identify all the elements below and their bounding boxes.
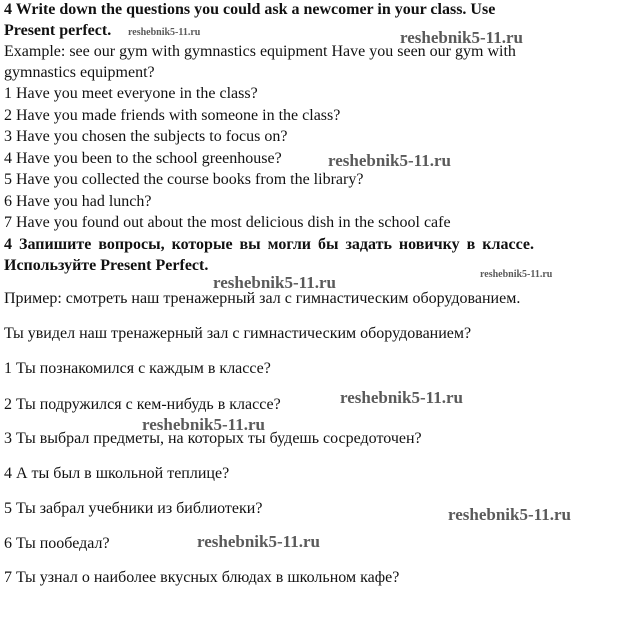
watermark: reshebnik5-11.ru [197, 532, 320, 551]
watermark: reshebnik5-11.ru [328, 151, 451, 170]
english-heading-line2: Present perfect. [4, 22, 112, 39]
watermark: reshebnik5-11.ru [340, 388, 463, 407]
watermark: reshebnik5-11.ru [128, 27, 201, 38]
russian-item-6: 6 Ты пообедал? [4, 535, 110, 552]
russian-item-5: 5 Ты забрал учебники из библиотеки? [4, 500, 263, 517]
english-item-3: 3 Have you chosen the subjects to focus on? [4, 128, 288, 145]
russian-heading-line1: 4 Запишите вопросы, которые вы могли бы задать новичку в классе. [4, 236, 534, 253]
russian-item-7: 7 Ты узнал о наиболее вкусных блюдах в школьном кафе? [4, 569, 400, 586]
english-item-4: 4 Have you been to the school greenhouse? [4, 150, 282, 167]
english-item-2: 2 Have you made friends with someone in the class? [4, 107, 341, 124]
watermark: reshebnik5-11.ru [480, 269, 553, 280]
russian-item-4: 4 А ты был в школьной теплице? [4, 465, 230, 482]
watermark: reshebnik5-11.ru [448, 505, 571, 524]
russian-example-line1: Пример: смотреть наш тренажерный зал с гимнастическим оборудованием. [4, 290, 521, 307]
russian-item-1: 1 Ты познакомился с каждым в классе? [4, 360, 271, 377]
watermark: reshebnik5-11.ru [142, 415, 265, 434]
english-example-line2: gymnastics equipment? [4, 64, 155, 81]
watermark: reshebnik5-11.ru [400, 28, 523, 47]
english-item-1: 1 Have you meet everyone in the class? [4, 85, 258, 102]
russian-example-line2: Ты увидел наш тренажерный зал с гимнастическим оборудованием? [4, 325, 472, 342]
watermark: reshebnik5-11.ru [213, 273, 336, 292]
russian-item-3: 3 Ты выбрал предметы, на которых ты будешь сосредоточен? [4, 430, 422, 447]
english-item-7: 7 Have you found out about the most delicious dish in the school cafe [4, 214, 451, 231]
english-heading-line1: 4 Write down the questions you could ask a newcomer in your class. Use [4, 1, 496, 18]
english-item-5: 5 Have you collected the course books from the library? [4, 171, 364, 188]
russian-heading-line2: Используйте Present Perfect. [4, 257, 209, 274]
english-example-line1: Example: see our gym with gymnastics equipment Have you seen our gym with [4, 43, 516, 60]
english-item-6: 6 Have you had lunch? [4, 193, 152, 210]
russian-item-2: 2 Ты подружился с кем-нибудь в классе? [4, 396, 281, 413]
